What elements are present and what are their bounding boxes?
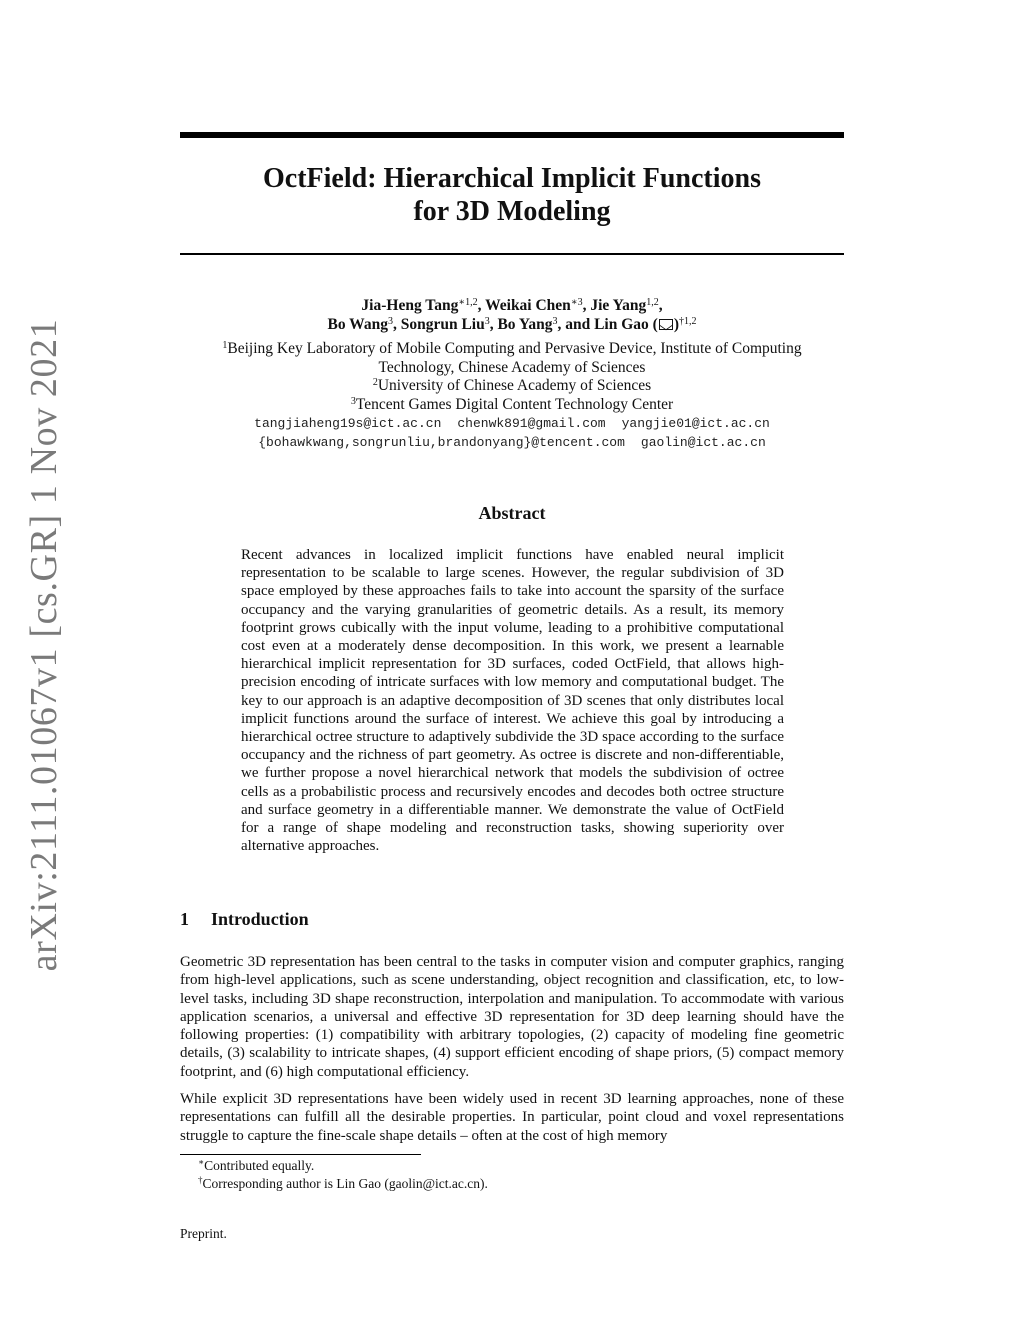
preprint-footer: Preprint. — [180, 1226, 227, 1241]
author-separator: , — [477, 297, 486, 314]
footnote-mark: † — [198, 1175, 203, 1185]
footnote-text: Corresponding author is Lin Gao (gaolin@ict.ac.cn). — [202, 1176, 488, 1191]
footnote-text: Contributed equally. — [204, 1158, 315, 1173]
author-separator: , — [489, 316, 498, 333]
affiliation-text: University of Chinese Academy of Sciences — [377, 377, 652, 394]
author-affiliation-mark: ∗1,2 — [458, 297, 478, 308]
section-title: Introduction — [211, 909, 309, 929]
author-separator: , — [392, 316, 401, 333]
affiliation-mark: 1 — [222, 340, 228, 351]
title-line-1: OctField: Hierarchical Implicit Functions — [263, 163, 761, 194]
author-affiliation-mark: ∗3 — [570, 297, 583, 308]
author-name: Songrun Liu — [400, 316, 485, 333]
abstract-body: Recent advances in localized implicit functions have enabled neural implicit representation to be scalable to large scenes. However, the regular subdivision of 3D space employed by these approaches fails to take into account the sparsity of the surface occupancy and the varying granularities of geometric details. As a result, its memory footprint grows cubically with the input volume, leading to a prohibitive computational cost even at a moderately dense decomposition. In this work, we present a learnable hierarchical implicit representation for 3D surfaces, coded OctField, that allows high-precision encoding of intricate surfaces with low memory and computational budget. The key to our approach is an adaptive decomposition of 3D scenes that only distributes local implicit functions around the surface of interest. We achieve this goal by introducing a hierarchical octree structure to adaptively subdivide the 3D space according to the surface occupancy and the richness of part geometry. As octree is discrete and non-differentiable, we further propose a novel hierarchical network that models the subdivision of octree cells as a probabilistic process and recursively encodes and decodes both octree structure and surface geometry in a differentiable manner. We demonstrate the value of OctField for a range of shape modeling and reconstruction tasks, showing superiority over alternative approaches. — [241, 547, 784, 855]
affiliation-mark: 2 — [372, 377, 378, 388]
footnote-mark: ∗ — [198, 1157, 205, 1167]
intro-paragraph-2: While explicit 3D representations have been widely used in recent 3D learning approaches, none of these representations can fulfill all the desirable properties. In particular, point cloud and voxel representations struggle to capture the fine-scale shape details – often at the cost of high memory — [180, 1091, 844, 1144]
affiliation-text: Beijing Key Laboratory of Mobile Computing and Pervasive Device, Institute of Computing — [227, 340, 802, 357]
author-separator: , and — [557, 316, 595, 333]
author-affiliation-mark: †1,2 — [679, 316, 697, 327]
author-separator: , — [658, 297, 663, 314]
title-rule-bottom — [180, 253, 844, 255]
email-address: yangjie01@ict.ac.cn — [621, 416, 770, 431]
email-row-1 — [180, 414, 844, 433]
envelope-icon — [659, 319, 673, 330]
affiliation-mark: 3 — [350, 395, 356, 407]
title-rule-top — [180, 132, 844, 138]
author-name: Jie Yang — [590, 297, 647, 314]
author-name: Weikai Chen — [485, 297, 571, 314]
author-name: Bo Yang — [497, 316, 553, 333]
affiliation-line — [180, 359, 844, 378]
author-list — [180, 296, 844, 334]
author-affiliation-mark: 3 — [387, 316, 393, 327]
affiliation-list — [180, 340, 844, 414]
email-list — [180, 414, 844, 452]
author-name: Bo Wang — [327, 316, 388, 333]
affiliation-text: Tencent Games Digital Content Technology Center — [355, 395, 674, 413]
author-name: Jia-Heng Tang — [361, 297, 459, 314]
affiliation-line — [180, 377, 844, 396]
abstract-heading: Abstract — [478, 503, 546, 523]
footnote — [198, 1176, 488, 1192]
affiliation-text: Technology, Chinese Academy of Sciences — [378, 358, 646, 376]
title-line-2: for 3D Modeling — [413, 196, 611, 227]
affiliation-line — [180, 396, 844, 415]
section-number: 1 — [180, 909, 189, 929]
arxiv-identifier-stamp: arXiv:2111.01067v1 [cs.GR] 1 Nov 2021 — [23, 318, 65, 972]
email-row-2 — [180, 433, 844, 452]
paper-title — [180, 162, 844, 228]
email-address: tangjiaheng19s@ict.ac.cn — [254, 416, 442, 431]
author-separator: , — [582, 297, 591, 314]
email-address: {bohawkwang,songrunliu,brandonyang}@tencent.com — [258, 435, 625, 450]
author-affiliation-mark: 3 — [552, 316, 558, 327]
footnote — [198, 1158, 314, 1174]
affiliation-line — [180, 340, 844, 359]
author-affiliation-mark: 3 — [484, 316, 490, 327]
email-address: chenwk891@gmail.com — [457, 416, 606, 431]
author-line-2: Bo Wang$^3$, Songrun Liu$^3$, Bo Yang$^3$, and Lin Gao ( )$^{\dagger 1,2}$ — [327, 316, 697, 333]
author-name: Lin Gao — [594, 316, 649, 333]
email-address: gaolin@ict.ac.cn — [640, 435, 766, 450]
author-affiliation-mark: 1,2 — [646, 297, 659, 308]
author-line-1 — [180, 296, 844, 315]
intro-paragraph-1: Geometric 3D representation has been central to the tasks in computer vision and computer graphics, ranging from high-level applications, such as scene understanding, object recognition and classification, etc, to low-level tasks, including 3D shape reconstruction, interpolation and manipulation. To accommodate with various application scenarios, a universal and effective 3D representation for 3D deep learning should have the following properties: (1) compatibility with arbitrary topologies, (2) capacity of modeling fine geometric details, (3) scalability to intricate shapes, (4) support efficient encoding of shape priors, (5) compact memory footprint, and (6) high computational efficiency. — [180, 954, 844, 1080]
footnote-rule — [180, 1154, 421, 1155]
section-heading — [180, 909, 309, 930]
